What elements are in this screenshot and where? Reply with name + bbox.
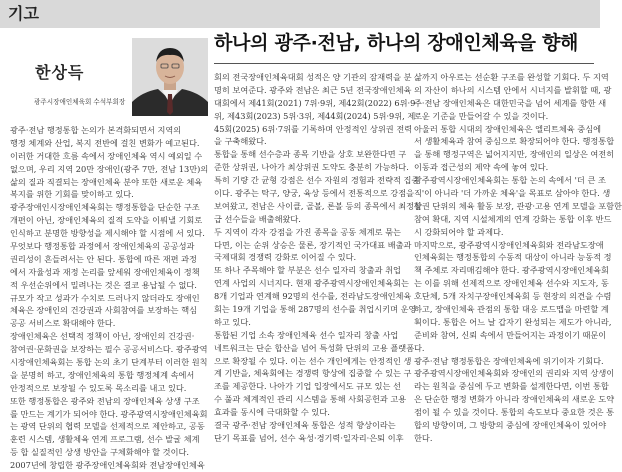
body-text-line: 준한 상위권, 나아가 최상위권 도약도 충분히 가능하다.: [214, 162, 409, 173]
body-text-line: 연계 사업의 시너지다. 현재 광주광역시장애인체육회는: [214, 278, 409, 289]
body-text-line: 통합을 통해 선수층과 종목 기반을 상호 보완한다면 구: [214, 149, 407, 160]
body-text-line: 인체육회는 행정통합의 수동적 대상이 아니라 능동적 정: [414, 252, 612, 263]
body-text-line: 규모가 작고 성과가 수치로 드러나지 않더라도 장애인: [10, 292, 200, 303]
article-headline: 하나의 광주·전남, 하나의 장애인체육을 향해: [214, 32, 579, 54]
body-text-line: 또 하나 주목해야 할 부분은 선수 일자리 창출과 취업: [214, 265, 401, 276]
body-text-line: 을 구축해왔다.: [214, 136, 267, 147]
body-text-line: 하고, 장애인체육 관점의 통합 대응 로드맵을 마련할 계: [414, 304, 609, 315]
body-text-line: 책 주체로 자리매김해야 한다. 광주광역시장애인체육회: [414, 265, 609, 276]
body-text-line: 시 강화되어야 할 과제다.: [414, 226, 504, 237]
body-text-line: 참여권·문화권을 보장하는 필수 공공서비스다. 광주광역: [10, 344, 208, 355]
section-header-bar: [0, 0, 600, 28]
body-text-line: 아울러 통합 시대의 장애인체육은 엘리트체육 중심에: [414, 123, 602, 134]
body-text-line: 권리성이 흔들려서는 안 된다. 통합에 따른 재편 과정: [10, 253, 197, 264]
body-text-line: 을 통해 행정구역은 넓어지지만, 장애인의 일상은 여전히: [414, 149, 615, 160]
body-text-line: 를 만드는 계기가 되어야 한다. 광주광역시장애인체육회: [10, 408, 208, 419]
body-text-line: 체육은 장애인의 건강권과 사회참여를 보장하는 핵심: [10, 305, 198, 316]
article-column-3: [414, 71, 622, 445]
body-text-line: 45회(2025) 6위·7위를 기록하며 안정적인 상위권 전력: [214, 123, 413, 134]
body-text-line: 효과를 동시에 극대화할 수 있다.: [214, 407, 330, 418]
body-text-line: 계 기반을, 체육회에는 경쟁력 향상에 집중할 수 있는 구: [214, 368, 412, 379]
body-text-line: 개편이 아닌, 장애인체육의 질적 도약을 이뤄낼 기회로: [10, 215, 203, 226]
body-text-line: 광주장애인시장애인체육회는 행정통합을 단순한 구조: [10, 202, 200, 213]
body-text-line: 결국 광주·전남 장애인체육 통합은 성적 향상이라는: [214, 420, 396, 431]
body-text-line: 광주·전남 행정통합 논의가 본격화되면서 지역의: [10, 125, 182, 135]
body-text-line: 회의 전국장애인체육대회 성적은 양 기관의 잠재력을 분: [214, 72, 412, 82]
author-photo: [132, 38, 208, 116]
section-tag: 기고: [8, 4, 39, 23]
author-title: 광주시장애인체육회 수석부회장: [34, 98, 126, 106]
body-text-line: 으로 확장될 수 있다. 이는 선수 개인에게는 안정적인 생: [214, 355, 412, 366]
body-text-line: 점이 될 수 있을 것이다. 통합의 속도보다 중요한 것은 통: [414, 407, 615, 418]
body-text-line: 삶까지 아우르는 선순환 구조를 완성할 기회다. 두 지역: [414, 72, 609, 82]
body-text-line: 무엇보다 행정통합 과정에서 장애인체육의 공공성과: [10, 241, 195, 252]
body-text-line: 8개 기업과 연계해 92명의 선수를, 전라남도장애인체육: [214, 291, 412, 302]
body-text-line: 또한 행정통합은 광주와 전남의 장애인체육 상생 구조: [10, 395, 200, 406]
body-text-line: 단기 목표를 넘어, 선수 육성·경기력·일자리·은퇴 이후: [214, 432, 404, 443]
body-text-line: 을 분명히 하고, 장애인체육의 통합 행정체계 속에서: [10, 369, 195, 380]
body-text-line: 인식하고 분명한 방향성을 제시해야 할 시점에 서 있다.: [10, 228, 205, 239]
body-text-line: 다.: [414, 342, 425, 353]
body-text-line: 없으며, 우리 지역 20만 장애인(광주 7만, 전남 13만)의: [10, 163, 209, 174]
body-text-line: 합의 방향이며, 그 방향의 중심에 장애인체육이 있어야: [414, 420, 607, 431]
body-text-line: 는 이를 위해 선제적으로 장애인체육 선수와 지도자, 동: [414, 278, 609, 289]
body-text-line: 에서 자율성과 재정 논리를 앞세워 장애인체육이 정책: [10, 266, 200, 277]
body-text-line: 특히 기량 간 균형 강점은 선수 자원의 경험과 전략적 집중: [214, 175, 420, 186]
body-text-line: 광주광역시장애인체육회는 통합 논의 속에서 '더 큰 조: [414, 175, 606, 186]
body-text-line: 조를 제공한다. 나아가 기업 입장에서도 규모 있는 선: [214, 381, 401, 392]
body-text-line: 마지막으로, 광주광역시장애인체육회와 전라남도장애: [414, 239, 604, 250]
body-text-line: 활권 단위의 체육 활동 보장, 관광·고용 연계 모델을 포함한: [414, 200, 622, 211]
body-text-line: 이러한 거대한 흐름 속에서 장애인체육 역시 예외일 수: [10, 150, 203, 161]
article-column-2: [214, 71, 422, 445]
body-text-line: 획이다. 통합은 어느 날 갑자기 완성되는 제도가 아니라,: [414, 316, 612, 327]
body-text-line: 적 우선순위에서 밀려나는 것은 결코 용납될 수 없다.: [10, 279, 197, 290]
body-text-line: 급 선수들을 배출해왔다.: [214, 213, 301, 224]
body-text-line: 광주광역시장애인체육회와 장애인의 권리와 지역 상생이: [414, 368, 615, 379]
body-text-line: 의 자산이 하나의 시스템 안에서 시너지를 발휘할 때, 광: [414, 84, 612, 95]
body-text-line: 훈련 시스템, 생활체육 연계 프로그램, 선수 발굴 체계: [10, 434, 200, 445]
body-text-line: 회는 19개 기업을 통해 287명의 선수를 취업시키며 운영: [214, 304, 417, 315]
body-text-line: 행정 체계와 산업, 복지 전반에 걸친 변화가 예고된다.: [10, 137, 200, 148]
body-text-line: 삶의 질과 직결되는 장애인체육 분야 또한 새로운 체육: [10, 176, 203, 187]
article-column-1: [10, 124, 209, 472]
body-text-line: 참여 확대, 지역 시설체계의 연계 강화는 통합 이후 반드: [414, 213, 612, 224]
body-text-line: 한다.: [414, 432, 433, 443]
body-text-line: 은 단순한 행정 변화가 아니라 장애인체육의 새로운 도약: [414, 394, 615, 405]
body-text-line: 라는 원칙을 중심에 두고 변화를 설계한다면, 이번 통합: [414, 381, 609, 392]
body-text-line: 두 지역이 각자 강점을 가진 종목을 공동 체계로 묶는: [214, 226, 401, 237]
body-text-line: 직'이 아니라 '더 가까운 체육'을 목표로 삼아야 한다. 생: [414, 188, 611, 199]
body-text-line: 호단체, 5개 자치구장애인체육회 등 현장의 의견을 수렴: [414, 291, 612, 302]
body-text-line: 준비와 참여, 신뢰 속에서 만들어지는 과정이기 때문이: [414, 329, 607, 340]
body-text-line: 네트워크는 단순 합산을 넘어 특성화 단위의 고용 플랫폼: [214, 342, 415, 353]
body-text-line: 대회에서 제41회(2021) 7위·9위, 제42회(2022) 6위·9: [214, 97, 416, 108]
body-text-line: 복지를 위한 기회를 맞이하고 있다.: [10, 189, 134, 200]
author-name: 한상득: [35, 63, 85, 82]
body-text-line: 이동과 접근성의 제약 속에 놓여 있다.: [414, 162, 549, 173]
body-text-line: 국제대회 경쟁력 강화로 이어질 수 있다.: [214, 252, 357, 263]
body-text-line: 공공 서비스로 확대해야 한다.: [10, 318, 116, 329]
body-text-line: 주·전남 장애인체육은 대한민국을 넘어 세계를 향한 새: [414, 97, 607, 108]
body-text-line: 서 생활체육과 참여 중심으로 확장되어야 한다. 행정통합: [414, 136, 615, 147]
body-text-line: 시장애인체육회는 통합 논의 초기 단계부터 이러한 원칙: [10, 357, 208, 368]
body-text-line: 이다. 광주는 탁구, 양궁, 육상 등에서 전통적으로 강점을: [214, 188, 415, 199]
body-text-line: 는 광역 단위의 협력 모델을 선제적으로 제안하고, 공동: [10, 421, 205, 432]
body-text-line: 명히 보여준다. 광주와 전남은 최근 5년 전국장애인체육: [214, 84, 412, 95]
body-text-line: 하고 있다.: [214, 316, 251, 327]
body-text-line: 안정적으로 보장될 수 있도록 목소리를 내고 있다.: [10, 382, 187, 393]
body-text-line: 통합된 기업 소속 장애인체육 선수 일자리 창출 사업: [214, 329, 399, 340]
body-text-line: 등 합 실질적인 상생 방안을 구체화해야 할 것이다.: [10, 447, 190, 458]
body-text-line: 2007년에 창립한 광주장애인체육회와 전남장애인체육: [10, 460, 205, 471]
body-text-line: 위, 제43회(2023) 5위·3위, 제44회(2024) 5위·9위, 제: [214, 110, 416, 121]
body-text-line: 로운 기준을 만들어갈 수 있을 것이다.: [414, 110, 549, 121]
author-portrait-image: [132, 38, 208, 116]
body-text-line: 보여왔고, 전남은 사이클, 골볼, 론볼 등의 종목에서 최정상: [214, 200, 422, 211]
body-text-line: 광주·전남 행정통합은 장애인체육에 위기이자 기회다.: [414, 355, 604, 366]
headline-divider: [214, 63, 594, 64]
body-text-line: 다면, 이는 순위 상승은 물론, 장기적인 국가대표 배출과: [214, 239, 412, 250]
body-text-line: 수 풀과 체계적인 관리 시스템을 통해 사회공헌과 고용: [214, 394, 407, 405]
body-text-line: 장애인체육은 선택적 정책이 아닌, 장애인의 건강권·: [10, 331, 195, 342]
